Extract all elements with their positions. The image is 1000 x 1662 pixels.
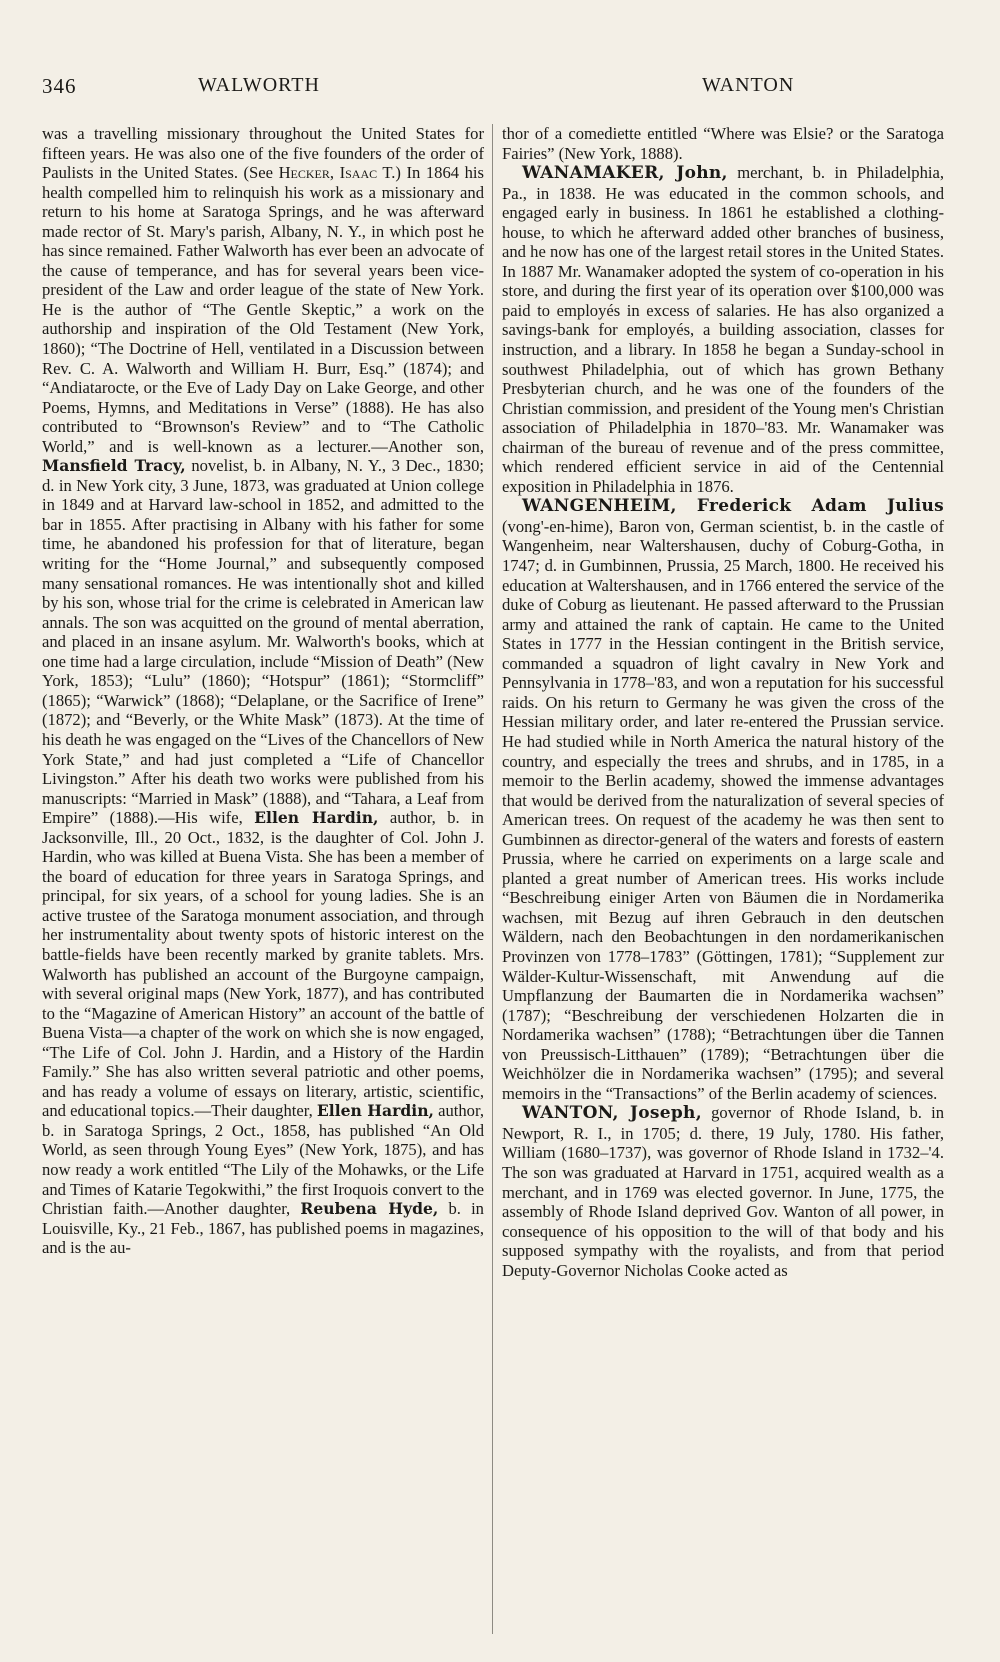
entry-text: author, b. in Jacksonville, Ill., 20 Oct., 1832, is the daughter of Col. John J. Hardin, who was killed at Buena Vista. She has been a member of the board of education for three years in Saratoga Springs, and principal, for six years, of a school for young ladies. She is an active trustee of the Saratoga monument association, and through her instrumentality about twenty spots of historic interest on the battle-fields have been recently marked by granite tablets. Mrs. Walworth has published an account of the Burgoyne campaign, with several original maps (New York, 1877), and has contributed to the “Magazine of American History” an account of the battle of Buena Vista—a chapter of the work on which she is now engaged, “The Life of Col. John J. Hardin, and a History of the Hardin Family.” She has also written several patriotic and other poems, and has ready a volume of essays on literary, artistic, scientific, and educational topics.—Their daughter, — [42, 808, 484, 1121]
page-number: 346 — [42, 74, 77, 98]
entry-text: was a travelling missionary throughout the United States for fifteen years. He was also one of the five founders of the order of Paulists in the United States. (See — [42, 124, 484, 183]
entry-text: governor of Rhode Island, b. in Newport, R. I., in 1705; d. there, 19 July, 1780. His father, William (1680–1737), was governor of Rhode Island in 1732–'4. The son was graduated at Harvard in 1751, acquired wealth as a merchant, and in 1769 was elected governor. In June, 1775, the assembly of Rhode Island deprived Gov. Wanton of all power, in consequence of his opposition to the will of that body and his supposed sympathy with the royalists, and from that period Deputy-Governor Nicholas Cooke acted as — [502, 1103, 944, 1280]
header-right-word: WANTON — [702, 74, 795, 96]
wanamaker-entry — [502, 163, 944, 496]
left-column — [42, 124, 484, 1258]
subentry-name-mansfield: Mansfield Tracy, — [42, 456, 186, 476]
entry-text: merchant, b. in Philadelphia, Pa., in 1838. He was educated in the common schools, and engaged early in business. In 1861 he established a clothing-house, to which he afterward added other branches of business, and he now has one of the largest retail stores in the United States. In 1887 Mr. Wanamaker adopted the system of co-operation in his store, and during the first year of its operation over $100,000 was paid to employés in excess of salaries. He has also organized a savings-bank for employés, a building association, classes for instruction, and a library. In 1858 he began a Sunday-school in southwest Philadelphia, out of which has grown Bethany Presbyterian church, and he was one of the founders of the Christian commission, and president of the Young men's Christian association of Philadelphia in 1870–'83. Mr. Wanamaker was chairman of the bureau of revenue and of the press committee, which rendered efficient service in aid of the Centennial exposition in Philadelphia in 1876. — [502, 163, 944, 496]
entry-text: (vong'-en-hime), Baron von, German scientist, b. in the castle of Wangenheim, near Waltershausen, duchy of Coburg-Gotha, in 1747; d. in Gumbinnen, Prussia, 25 March, 1800. He received his education at Waltershausen, and in 1766 entered the service of the duke of Coburg as lieutenant. He passed afterward to the Prussian army and attained the rank of captain. He came to the United States in 1777 in the Hessian contingent in the British service, commanded a squadron of light cavalry in New York and Pennsylvania in 1778–'83, and won a reputation for his successful raids. On his return to Germany he was given the cross of the Hessian military order, and later re-entered the Prussian service. He had studied while in North America the natural history of the country, and especially the trees and shrubs, and in 1785, in a memoir to the Berlin academy, showed the immense advantages that would be derived from the naturalization of several species of American trees. On request of the academy he was then sent to Gumbinnen as director-general of the waters and forests of eastern Prussia, where he carried on experiments on a large scale and planted a great number of American trees. His works include “Beschreibung einiger Arten von Bäumen die in Nordamerika wachsen, mit Bezug auf ihren Gebrauch in den deutschen Wäldern, nach den Beobachtungen in den nordamerikanischen Provinzen von 1778–1783” (Göttingen, 1781); “Supplement zur Wälder-Kultur-Wissenschaft, mit Anwendung auf die Umpflanzung der Baumarten die in Nordamerika wachsen” (1787); “Beschreibung der verschiedenen Holzarten die in Nordamerika wachsen” (1788); “Betrachtungen über die Tannen von Preussisch-Litthauen” (1789); “Betrachtungen über die Weichhölzer die in Nordamerika wachsen” (1795); and several memoirs in the “Transactions” of the Berlin academy of sciences. — [502, 516, 944, 1103]
header-left-word: WALWORTH — [198, 74, 320, 96]
wangenheim-entry — [502, 496, 944, 1103]
entry-text: novelist, b. in Albany, N. Y., 3 Dec., 1830; d. in New York city, 3 June, 1873, was graduated at Union college in 1849 and at Harvard law-school in 1852, and admitted to the bar in 1855. After practising in Albany with his father for some time, he abandoned his profession for that of literature, began writing for the “Home Journal,” and subsequently composed many sensational romances. He was intentionally shot and killed by his son, whose trial for the crime is celebrated in American law annals. The son was acquitted on the ground of mental aberration, and placed in an insane asylum. Mr. Walworth's books, which at one time had a large circulation, include “Mission of Death” (New York, 1853); “Lulu” (1860); “Hotspur” (1861); “Stormcliff” (1865); “Warwick” (1868); “Delaplane, or the Sacrifice of Irene” (1872); and “Beverly, or the White Mask” (1873). At the time of his death he was engaged on the “Lives of the Chancellors of New York State,” and had just completed a “Life of Chancellor Livingston.” After his death two works were published from his manuscripts: “Married in Mask” (1888), and “Tahara, a Leaf from Empire” (1888).—His wife, — [42, 456, 484, 828]
subentry-name-ellen-hardin-daughter: Ellen Hardin, — [316, 1101, 434, 1121]
column-divider — [492, 124, 493, 1634]
cross-reference: Hecker, Isaac T. — [278, 163, 396, 183]
entry-text: author, b. in Saratoga Springs, 2 Oct., 1858, has published “An Old World, as seen through Young Eyes” (New York, 1875), and has now ready a work entitled “The Lily of the Mohawks, or the Life and Times of Katarie Tegokwithi,” the first Iroquois convert to the Christian faith.—Another daughter, — [42, 1101, 484, 1219]
subentry-name-reubena: Reubena Hyde, — [300, 1199, 439, 1219]
entry-text: ) In 1864 his health compelled him to relinquish his work as a missionary and return to his home at Saratoga Springs, and he was afterward made rector of St. Mary's parish, Albany, N. Y., in which post he has since remained. Father Walworth has ever been an advocate of the cause of temperance, and has for several years been vice-president of the Law and order league of the state of New York. He is the author of “The Gentle Skeptic,” a work on the authorship and inspiration of the Old Testament (New York, 1860); “The Doctrine of Hell, ventilated in a Discussion between Rev. C. A. Walworth and William H. Burr, Esq.” (1874); and “Andiatarocte, or the Eve of Lady Day on Lake George, and other Poems, Hymns, and Meditations in Verse” (1888). He has also contributed to “Brownson's Review” and to “The Catholic World,” and is well-known as a lecturer.—Another son, — [42, 163, 484, 456]
right-column — [502, 124, 944, 1280]
entry-headword: WANAMAKER, John, — [522, 163, 728, 184]
entry-headword: WANTON, Joseph, — [522, 1103, 702, 1124]
subentry-name-ellen-hardin: Ellen Hardin, — [254, 808, 379, 828]
walworth-entry-continuation — [42, 124, 484, 1258]
wanton-entry — [502, 1103, 944, 1280]
walworth-entry-end: thor of a comediette entitled “Where was Elsie? or the Saratoga Fairies” (New York, 1888). — [502, 124, 944, 163]
entry-text: b. in Louisville, Ky., 21 Feb., 1867, has published poems in magazines, and is the au- — [42, 1199, 484, 1258]
entry-headword: WANGENHEIM, Frederick Adam Julius — [522, 496, 944, 517]
running-header — [42, 74, 942, 104]
